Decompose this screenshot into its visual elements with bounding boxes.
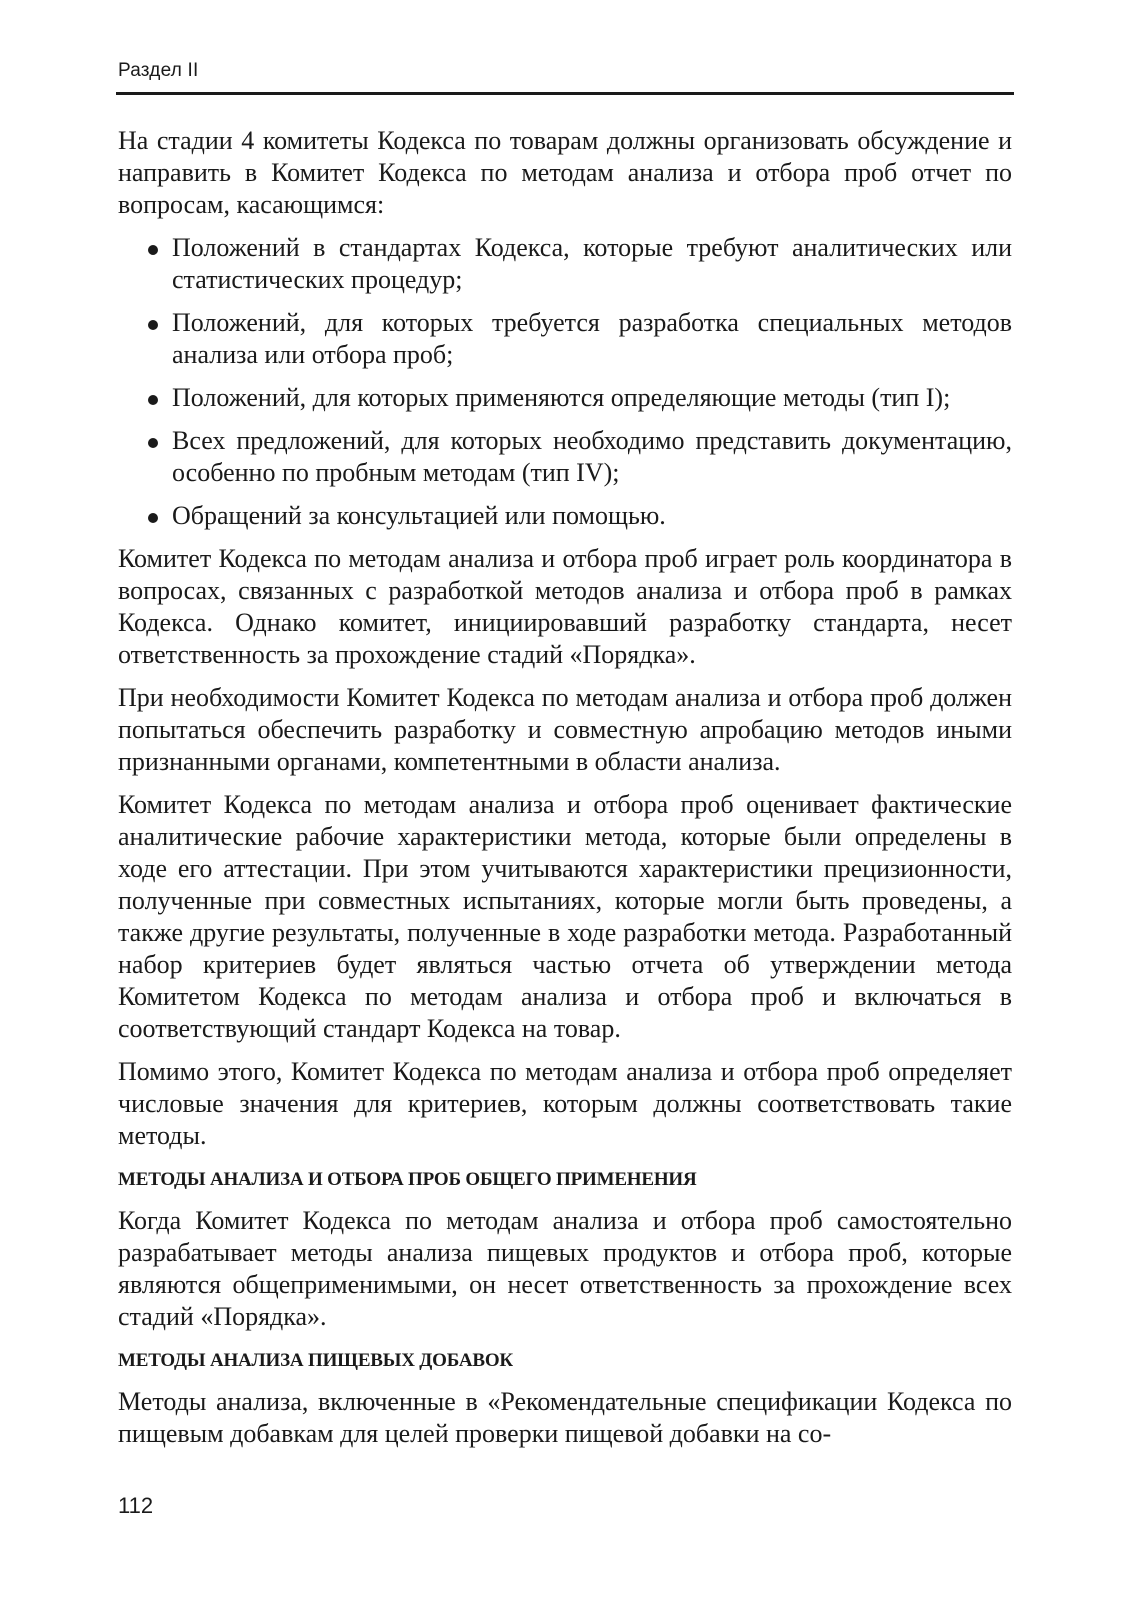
header-rule <box>116 92 1014 95</box>
bullet-item <box>118 307 1012 371</box>
section-paragraph: Методы анализа, включенные в «Рекомендательные спецификации Кодекса по пищевым добавкам для целей проверки пищевой добавки на со- <box>118 1387 1012 1448</box>
bullet-text: Положений в стандартах Кодекса, которые требуют аналитических или статистических процедур; <box>172 233 1012 294</box>
section-heading: МЕТОДЫ АНАЛИЗА И ОТБОРА ПРОБ ОБЩЕГО ПРИМЕНЕНИЯ <box>118 1169 697 1190</box>
bullet-item <box>118 382 1012 414</box>
section-heading: МЕТОДЫ АНАЛИЗА ПИЩЕВЫХ ДОБАВОК <box>118 1350 514 1371</box>
bullet-text: Обращений за консультацией или помощью. <box>172 501 666 530</box>
section-paragraph: Когда Комитет Кодекса по методам анализа и отбора проб самостоятельно разрабатывает методы анализа пищевых продуктов и отбора проб, которые являются общеприменимыми, он несет ответственность за прохождение всех стадий «Порядка». <box>118 1206 1012 1331</box>
body-paragraph: Помимо этого, Комитет Кодекса по методам анализа и отбора проб определяет числовые значения для критериев, которым должны соответствовать такие методы. <box>118 1057 1012 1150</box>
bullet-text: Положений, для которых применяются определяющие методы (тип I); <box>172 383 951 412</box>
bullet-text: Всех предложений, для которых необходимо представить документацию, особенно по пробным методам (тип IV); <box>172 426 1012 487</box>
bullet-icon <box>148 513 158 523</box>
bullet-item <box>118 232 1012 296</box>
body-paragraph: Комитет Кодекса по методам анализа и отбора проб играет роль координатора в вопросах, связанных с разработкой методов анализа и отбора проб в рамках Кодекса. Однако комитет, инициировавший разработку стандарта, несет ответственность за прохождение стадий «Порядка». <box>118 544 1012 669</box>
body-paragraph: При необходимости Комитет Кодекса по методам анализа и отбора проб должен попытаться обеспечить разработку и совместную апробацию методов иными признанными органами, компетентными в области анализа. <box>118 683 1012 776</box>
bullet-item <box>118 425 1012 489</box>
bullet-icon <box>148 245 158 255</box>
bullet-icon <box>148 438 158 448</box>
body-paragraph: Комитет Кодекса по методам анализа и отбора проб оценивает фактические аналитические рабочие характеристики метода, которые были определены в ходе его аттестации. При этом учитываются характеристики прецизионности, полученные при совместных испытаниях, которые могли быть проведены, а также другие результаты, полученные в ходе разработки метода. Разработанный набор критериев будет являться частью отчета об утверждении метода Комитетом Кодекса по методам анализа и отбора проб и включаться в соответствующий стандарт Кодекса на товар. <box>118 790 1012 1043</box>
page-number: 112 <box>118 1493 154 1518</box>
bullet-list <box>118 232 1012 532</box>
bullet-item <box>118 500 1012 532</box>
intro-paragraph: На стадии 4 комитеты Кодекса по товарам должны организовать обсуждение и направить в Комитет Кодекса по методам анализа и отбора проб отчет по вопросам, касающимся: <box>118 126 1012 219</box>
bullet-text: Положений, для которых требуется разработка специальных методов анализа или отбора проб; <box>172 308 1012 369</box>
bullet-icon <box>148 395 158 405</box>
page-body <box>118 125 1012 1461</box>
running-head: Раздел II <box>118 60 199 81</box>
bullet-icon <box>148 320 158 330</box>
